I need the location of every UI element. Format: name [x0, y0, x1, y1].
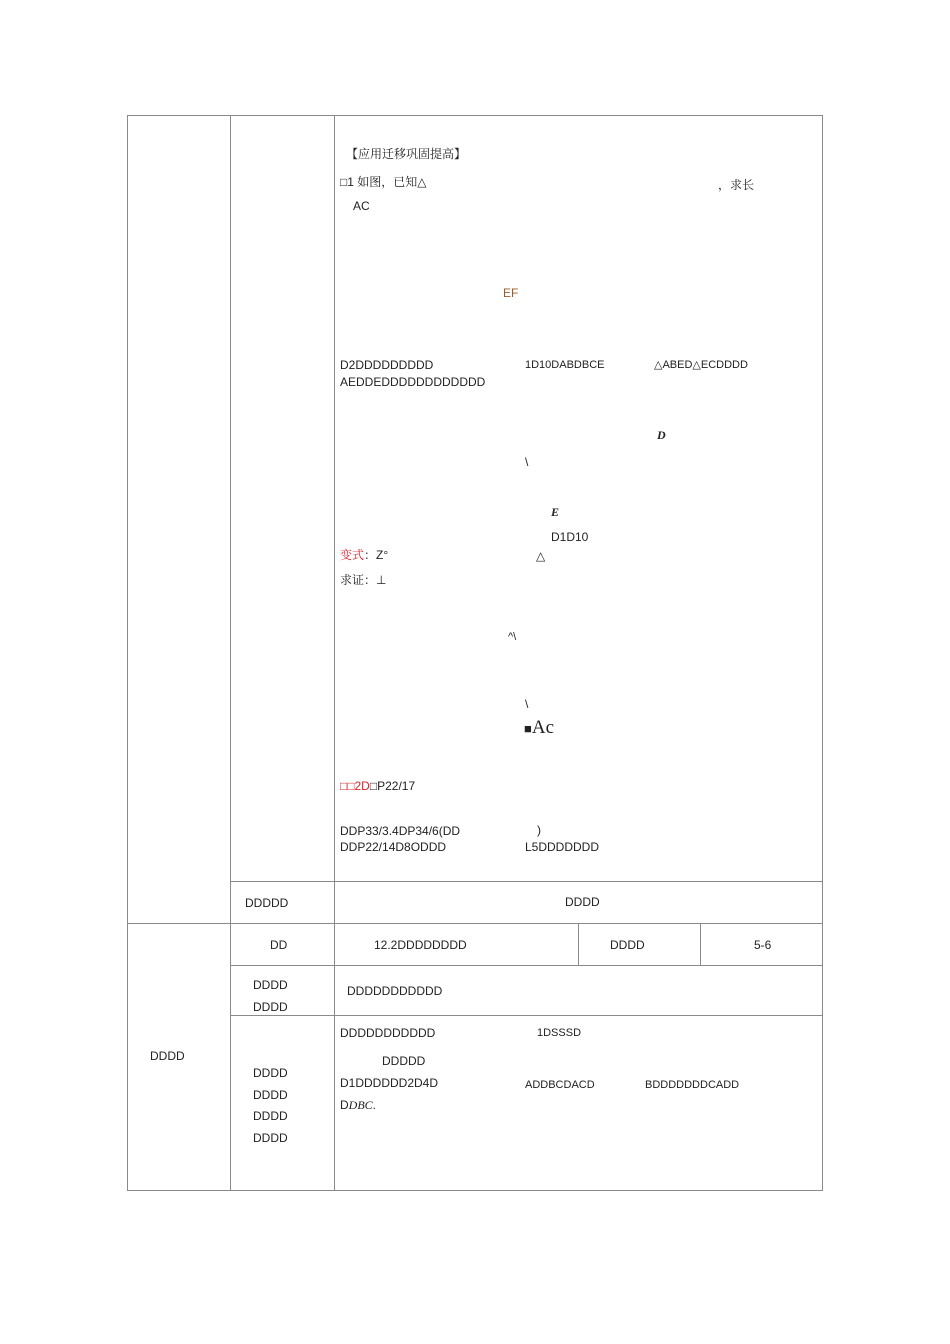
figure2-label-e: E	[551, 505, 560, 519]
summary-value: DDDD	[565, 895, 600, 909]
rule-row1-split-a	[578, 923, 579, 966]
variant-line	[340, 549, 388, 561]
row3-line1-b: 1DSSSD	[537, 1027, 582, 1039]
rule-top	[127, 115, 823, 116]
rule-bottom	[127, 1190, 823, 1191]
prove-line: 求证：⊥	[340, 573, 387, 587]
figure3-mark: ^\	[508, 631, 517, 643]
rule-row2-bottom	[230, 1015, 823, 1016]
rule-left	[127, 115, 128, 1191]
row2-label-line1: DDDD	[253, 978, 288, 992]
variant-colon: ：Z°	[364, 548, 389, 562]
homework-line2-a: DDP22/14D8ODDD	[340, 840, 447, 854]
homework-line1-b: )	[537, 823, 541, 837]
rule-row1-split-b	[700, 923, 701, 966]
rule-col3	[334, 115, 335, 1191]
row2-label-line2: DDDD	[253, 1000, 288, 1014]
row3-line4-c: .	[372, 1098, 377, 1112]
figure3-ac-box: ■	[524, 721, 532, 736]
row3-line3-a: D1DDDDDD2D4D	[340, 1076, 439, 1090]
row1-label2: DDDD	[610, 938, 645, 952]
row2-value: DDDDDDDDDDD	[347, 984, 443, 998]
analysis-line1-c: △ABED△ECDDDD	[654, 359, 748, 371]
row3-line4	[340, 1099, 376, 1111]
summary-label: DDDDD	[245, 896, 289, 910]
figure3-backslash: \	[525, 697, 529, 711]
row3-line1-a: DDDDDDDDDDD	[340, 1026, 436, 1040]
figure1-label-ef: EF	[503, 286, 519, 300]
row3-line4-a: D	[340, 1098, 349, 1112]
lower-left-label: DDDD	[150, 1049, 185, 1063]
figure2-backslash: \	[525, 455, 529, 469]
example1-text: □1 如图，已知△	[340, 175, 427, 189]
analysis-line1-a: D2DDDDDDDDD	[340, 358, 434, 372]
row3-label-line1: DDDD	[253, 1066, 288, 1080]
row3-line3-c: BDDDDDDDCADD	[645, 1079, 740, 1091]
figure2-label-d: D	[657, 428, 666, 442]
rule-right	[822, 115, 823, 1191]
figure3-ac-text: Ac	[531, 717, 555, 738]
row1-value2: 5-6	[754, 938, 772, 952]
row3-label-line3: DDDD	[253, 1109, 288, 1123]
section-heading: 【应用迁移巩固提高】	[346, 147, 467, 161]
analysis-line1-b: 1D10DABDBCE	[525, 359, 605, 371]
row3-line4-b: DBC	[348, 1098, 373, 1112]
analysis-line2: AEDDEDDDDDDDDDDDD	[340, 375, 486, 389]
example1-suffix: ，求长	[718, 178, 755, 192]
row3-label-line2: DDDD	[253, 1088, 288, 1102]
row3-label-line4: DDDD	[253, 1131, 288, 1145]
figure2-d1d10: D1D10	[551, 530, 589, 544]
variant-triangle: △	[536, 549, 546, 563]
row1-value: 12.2DDDDDDDD	[374, 938, 467, 952]
row1-label: DD	[270, 938, 288, 952]
exercise-red: □□2D	[340, 779, 370, 793]
example1-ac: AC	[353, 199, 370, 213]
exercise-line	[340, 780, 415, 792]
homework-line1-a: DDP33/3.4DP34/6(DD	[340, 824, 461, 838]
exercise-rest: □P22/17	[369, 779, 416, 793]
rule-col2	[230, 115, 231, 1191]
variant-label: 变式	[340, 548, 365, 562]
row3-line3-b: ADDBCDACD	[525, 1079, 595, 1091]
figure3-ac-label	[524, 718, 554, 737]
rule-row1-bottom	[230, 965, 823, 966]
rule-section-split	[127, 923, 823, 924]
homework-line2-b: L5DDDDDDD	[525, 840, 600, 854]
rule-summary-top	[230, 881, 823, 882]
row3-line2: DDDDD	[382, 1054, 426, 1068]
